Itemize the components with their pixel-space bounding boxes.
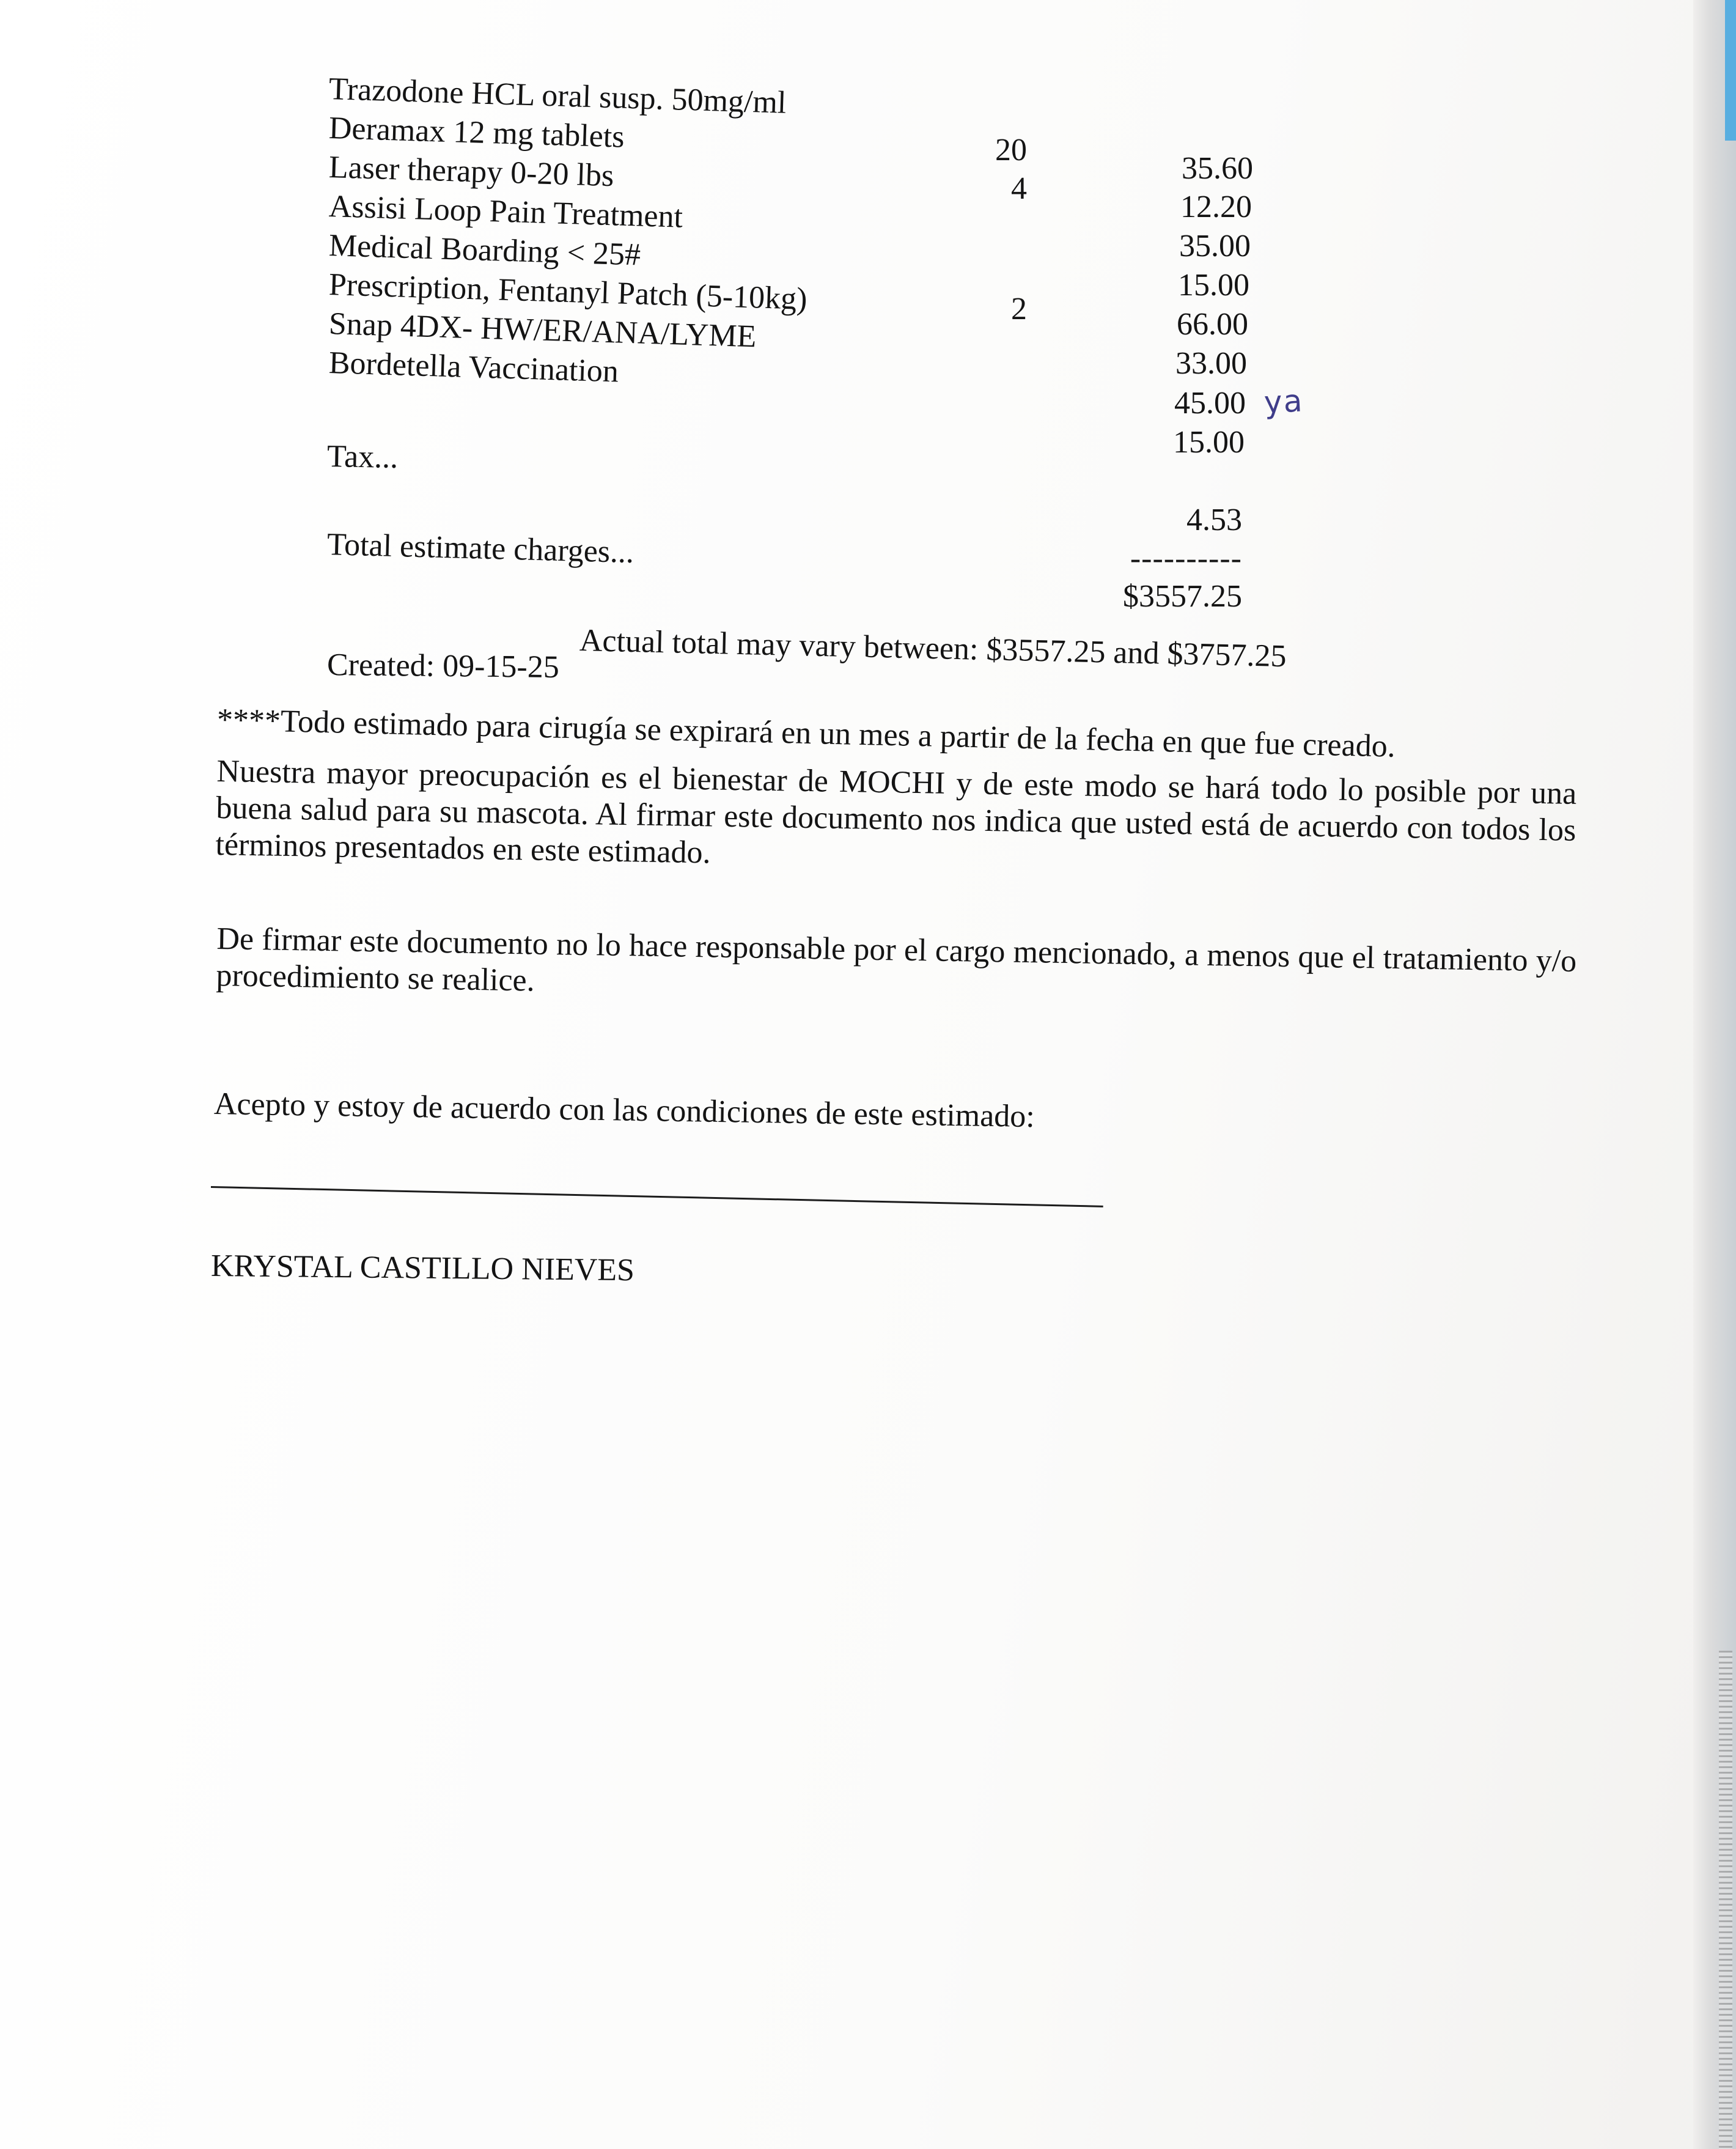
total-amount: $3557.25 (1123, 579, 1242, 614)
item-description: Snap 4DX- HW/ER/ANA/LYME (328, 306, 757, 355)
item-amount: 35.60 (1182, 151, 1253, 186)
created-row (327, 649, 559, 684)
item-amount: 45.00 (1174, 386, 1246, 421)
item-description: Laser therapy 0-20 lbs (328, 150, 615, 194)
total-range: Actual total may vary between: $3557.25 and $3757.25 (579, 623, 1287, 674)
item-amount: 15.00 (1173, 425, 1245, 460)
item-description: Assisi Loop Pain Treatment (328, 189, 683, 235)
item-amount: 66.00 (1177, 307, 1248, 342)
item-description: Prescription, Fentanyl Patch (5-10kg) (328, 267, 808, 317)
handwritten-note: ya (1263, 383, 1304, 421)
item-amount: 15.00 (1178, 268, 1249, 303)
expiry-notice: ****Todo estimado para cirugía se expirará en un mes a partir de la fecha en que fue creado. (216, 702, 1396, 764)
paper-stack-edge (1719, 1651, 1732, 2149)
acceptance-text: Acepto y estoy de acuerdo con las condiciones de este estimado: (213, 1086, 1035, 1135)
item-quantity: 4 (1011, 171, 1027, 206)
item-amount: 35.00 (1179, 229, 1251, 264)
item-quantity: 2 (1011, 292, 1027, 326)
item-description: Deramax 12 mg tablets (328, 111, 625, 155)
client-name: KRYSTAL CASTILLO NIEVES (210, 1248, 635, 1288)
item-description: Trazodone HCL oral susp. 50mg/ml (328, 72, 787, 120)
responsibility-paragraph: De firmar este documento no lo hace responsable por el cargo mencionado, a menos que el tratamiento y/o procedimiento se realice. (216, 921, 1577, 998)
created-label: Created: (326, 647, 435, 684)
created-date: 09-15-25 (442, 648, 560, 685)
item-amount: 33.00 (1175, 346, 1247, 381)
tax-label: Tax... (326, 438, 399, 476)
total-divider: ---------- (1130, 541, 1242, 576)
total-label: Total estimate charges... (326, 527, 634, 570)
signature-line (211, 1186, 1103, 1207)
item-quantity: 20 (995, 133, 1027, 168)
item-description: Medical Boarding < 25# (328, 228, 641, 273)
item-description: Bordetella Vaccination (328, 345, 619, 389)
tax-amount: 4.53 (1186, 503, 1242, 537)
item-amount: 12.20 (1180, 190, 1252, 224)
concern-paragraph: Nuestra mayor preocupación es el bienestar de MOCHI y de este modo se hará todo lo posible por una buena salud para su mascota. Al firmar este documento nos indica que usted está de acuerdo con todos los términos presentados en este estimado. (215, 753, 1577, 871)
background-blue-strip (1725, 0, 1736, 141)
